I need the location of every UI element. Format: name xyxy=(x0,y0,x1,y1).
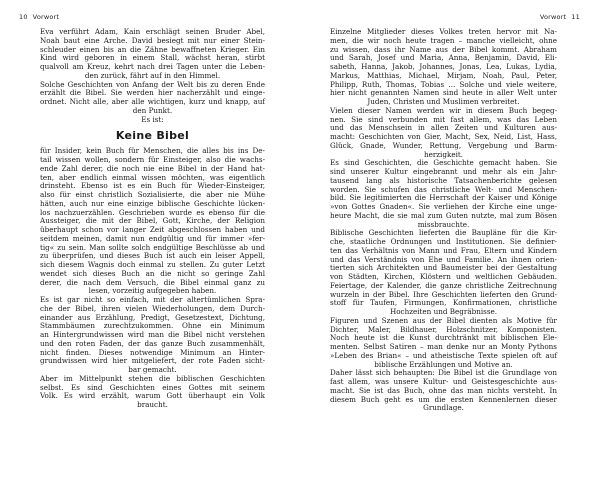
text-line: für Insider, kein Buch für Menschen, die alles bis ins De- xyxy=(40,146,265,156)
section-heading: Keine Bibel xyxy=(115,129,190,143)
text-line: macht: Geschichten von Gier, Macht, Sex, Neid, List, Hass, xyxy=(330,132,557,141)
text-line: Noch heute ist die Kunst durchtränkt mit biblischen Ele- xyxy=(330,333,557,343)
text-line: ende Zahl derer, die noch nie eine Bibel in der Hand hat- xyxy=(40,163,265,173)
text-line: den zurück, fährt auf in den Himmel. xyxy=(84,70,221,80)
text-line: Stammbäumen zurechtzukommen. Ohne ein Minimum xyxy=(40,321,265,331)
text-line: wendet sich dieses Buch an die nicht so geringe Zahl xyxy=(40,268,265,278)
text-line: Hochzeiten und Begräbnisse. xyxy=(389,307,498,316)
text-line: selbst. Es sind Geschichten eines Gottes mit seinem xyxy=(40,382,265,392)
left-running-header xyxy=(19,13,59,21)
text-line: los nachzuerzählen. Geschrieben wurde es ebenso für die xyxy=(40,207,265,217)
text-line: überhaupt schon vor langer Zeit abgeschlossen haben und xyxy=(40,225,265,234)
text-line: Noah baut eine Arche. David besiegt mit nur einer Stein- xyxy=(40,35,265,45)
text-line: Kind wird geboren in einem Stall, wächst heran, stirbt xyxy=(40,53,265,63)
text-line: Glück, Gnade, Wunder, Rettung, Vergebung und Barm- xyxy=(330,140,557,150)
text-line: den Punkt. xyxy=(132,105,173,115)
text-line: biblische Erzählungen und Motive an. xyxy=(374,359,513,369)
text-line: also für einst christlich Sozialisierte, die aber nie Mühe xyxy=(40,190,265,199)
text-line: einander aus Erzählung, Predigt, Gesetzestext, Dichtung, xyxy=(40,312,265,322)
text-line: che der Bibel, ihren vielen Wiederholungen, dem Durch- xyxy=(40,303,265,313)
text-line: drinsteht. Ebenso ist es ein Buch für Wieder-Einsteiger, xyxy=(40,181,265,191)
text-line: Juden, Christen und Muslimen verbreitet. xyxy=(367,97,520,106)
text-line: herzigkeit. xyxy=(423,149,464,159)
text-line: ordnet. Nicht alle, aber alle wichtigen, kurz und knapp, auf xyxy=(40,97,265,106)
text-line: Daher lässt sich behaupten: Die Bibel ist die Grundlage von xyxy=(330,368,557,378)
text-line: bild. Sie legitimierten die Herrschaft der Kaiser und Könige xyxy=(330,193,557,203)
text-line: Es ist: xyxy=(141,114,164,124)
text-line: schleuder einen bis an die Zähne bewaffneten Krieger. Ein xyxy=(40,44,265,54)
text-line: bar gemacht. xyxy=(128,365,177,374)
text-line: tail wissen wollen, sondern für Einsteiger, also die wachs- xyxy=(40,155,265,164)
text-line: heure Macht, die sie mal zum Guten nutzte, mal zum Bösen xyxy=(330,210,557,220)
text-line: tig« zu sein. Man sollte solch endgültige Beschlüsse ab und xyxy=(40,242,265,252)
text-line: »von Gottes Gnaden«. Sie verliehen der Kirche eine unge- xyxy=(330,202,557,211)
left-page-body xyxy=(40,28,265,410)
text-line: tausend lang als historische Tatsachenberichte gelesen xyxy=(330,175,557,185)
text-line: Solche Geschichten von Anfang der Welt bis zu deren Ende xyxy=(40,79,265,89)
text-line: Philipp, Ruth, Thomas, Tobias … Solche und viele weitere, xyxy=(330,79,557,89)
text-line: Aussteiger, die mit der Bibel, Gott, Kirche, der Religion xyxy=(40,216,265,226)
text-line: sich diesem Wagnis doch einmal zu stellen. Zu guter Letzt xyxy=(40,260,265,269)
text-line: und das Verständnis von Ehe und Familie. An ihnen orien- xyxy=(330,254,557,264)
text-line: Aber im Mittelpunkt stehen die biblischen Geschichten xyxy=(40,373,265,383)
text-line: Feiertage, der Kalender, die ganze christliche Zeitrechnung xyxy=(330,280,557,290)
text-line: wurzeln in der Bibel. Ihre Geschichten lieferten den Grund- xyxy=(330,289,557,299)
right-page-body xyxy=(330,28,557,413)
text-line: qualvoll am Kreuz, kehrt nach drei Tagen unter die Leben- xyxy=(40,62,265,71)
text-line: hätten, auch nur eine einzige biblische Geschichte lücken- xyxy=(40,198,265,208)
text-line: nen. Sie sind verbunden mit fast allem, was das Leben xyxy=(330,114,557,124)
text-line: Es sind Geschichten, die Geschichte gemacht haben. Sie xyxy=(330,158,557,168)
text-line: ten, aber endlich einmal wissen möchten, was eigentlich xyxy=(40,172,265,182)
text-line: und das Menschsein in allen Zeiten und Kulturen aus- xyxy=(330,123,557,133)
text-line: diesem Buch geht es um die ersten Kennenlernen dieser xyxy=(330,394,557,404)
text-line: und den roten Faden, der das ganze Buch zusammenhält, xyxy=(40,338,265,348)
text-line: che, staatliche Ordnungen und Institutionen. Sie definier- xyxy=(330,237,557,246)
text-line: Markus, Matthias, Michael, Mirjam, Noah, Paul, Peter, xyxy=(330,70,557,80)
right-page xyxy=(300,0,600,478)
text-line: erzählt die Bibel. Sie werden hier nacherzählt und einge- xyxy=(40,88,265,98)
text-line: derer, die nach dem Versuch, die Bibel einmal ganz zu xyxy=(40,277,265,287)
text-line: Dichter, Maler, Bildhauer, Holzschnitzer, Komponisten. xyxy=(330,324,557,334)
text-line: Figuren und Szenen aus der Bibel dienten als Motive für xyxy=(330,315,557,325)
text-line: zu wissen, dass ihr Name aus der Bibel kommt. Abraham xyxy=(330,44,557,54)
text-line: missbrauchte. xyxy=(417,219,470,229)
text-line: tierten sich Architekten und Baumeister bei der Gestaltung xyxy=(330,263,557,273)
text-line: lesen, vorzeitig aufgegeben haben. xyxy=(88,286,217,296)
text-line: men, die wir noch heute tragen – manche vielleicht, ohne xyxy=(330,35,557,45)
text-line: Vielen dieser Namen werden wir in diesem Buch begeg- xyxy=(330,105,557,115)
text-line: an Hintergrundwissen wird man die Bibel nicht verstehen xyxy=(40,330,265,339)
text-line: Biblische Geschichten lieferten die Baupläne für die Kir- xyxy=(330,228,557,238)
text-line: sind unserer Kultur eingebrannt und mehr als ein Jahr- xyxy=(330,167,557,176)
text-line: seitdem meinen, damit nun endgültig und für immer »fer- xyxy=(40,233,265,243)
text-line: und Sarah, Josef und Maria, Anna, Benjamin, David, Eli- xyxy=(330,53,557,63)
right-page-number: 11 xyxy=(571,13,580,21)
right-running-head: Vorwort xyxy=(539,13,567,21)
text-line: macht. Sie ist das Buch, ohne das man nichts versteht. In xyxy=(330,385,557,395)
text-line: braucht. xyxy=(137,400,168,409)
text-line: Es ist gar nicht so einfach, mit der altertümlichen Spra- xyxy=(40,295,265,304)
text-line: stoff für Taufen, Firmungen, Konfirmationen, christliche xyxy=(330,298,557,308)
text-line: ten das Verhältnis von Mann und Frau, Eltern und Kindern xyxy=(330,245,557,255)
text-line: »Leben des Brian« – und atheistische Texte spielen oft auf xyxy=(330,350,557,360)
text-line: Eva verführt Adam, Kain erschlägt seinen Bruder Abel, xyxy=(40,27,265,36)
text-line: Grundlage. xyxy=(423,403,464,413)
text-line: Einzelne Mitglieder dieses Volkes treten hervor mit Na- xyxy=(330,27,557,36)
left-page-number: 10 xyxy=(19,13,28,21)
left-running-head: Vorwort xyxy=(32,13,60,21)
right-running-header xyxy=(540,13,580,21)
text-line: Volk. Es wird erzählt, warum Gott überhaupt ein Volk xyxy=(40,391,265,401)
text-line: hier nicht genannten Namen sind heute in aller Welt unter xyxy=(330,88,557,98)
text-line: fast allem, was unsere Kultur- und Geistesgeschichte aus- xyxy=(330,377,557,386)
text-line: von Städten, Kirchen, Klöstern und weltlichen Gebäuden. xyxy=(330,272,557,281)
text-line: sabeth, Hanna, Jakob, Johannes, Jonas, Lea, Lukas, Lydia, xyxy=(330,62,557,71)
text-line: menten. Selbst Satiren – man denke nur an Monty Pythons xyxy=(330,342,557,351)
text-line: worden. Sie schufen das christliche Welt- und Menschen- xyxy=(330,184,557,194)
text-line: zu überprüfen, und dieses Buch ist auch ein leiser Appell, xyxy=(40,251,265,261)
text-line: nicht finden. Dieses notwendige Minimum an Hinter- xyxy=(40,347,265,357)
text-line: grundwissen wird hier mitgeliefert, der rote Faden sicht- xyxy=(40,356,265,366)
